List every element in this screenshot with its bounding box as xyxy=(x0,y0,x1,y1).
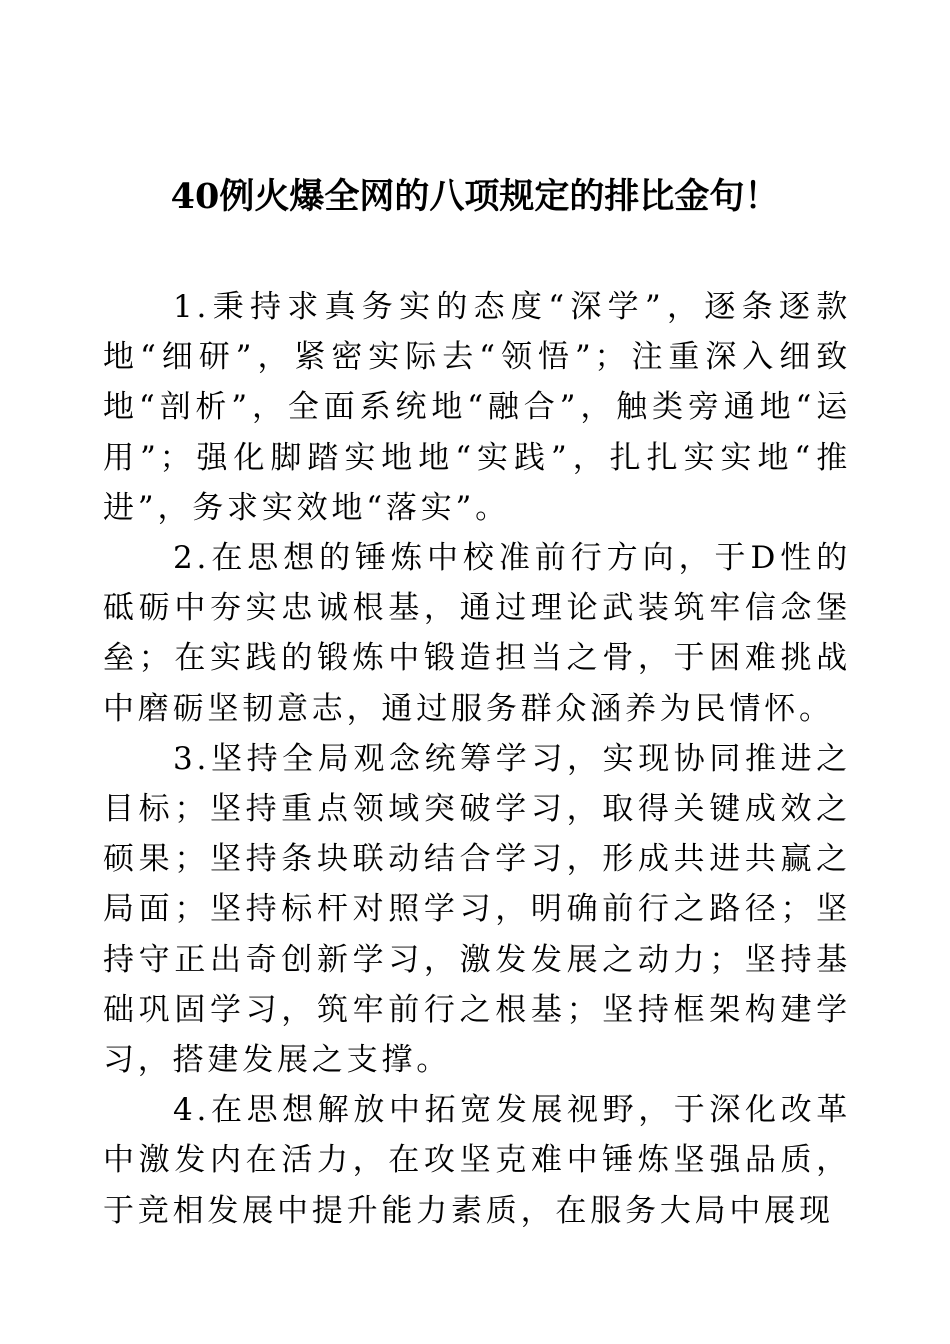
paragraph-2: 2.在思想的锤炼中校准前行方向，于D性的砥砺中夯实忠诚根基，通过理论武装筑牢信念堡垒；在实践的锻炼中锻造担当之骨，于困难挑战中磨砺坚韧意志，通过服务群众涵养为民情怀。 xyxy=(103,540,851,727)
paragraph-3: 3.坚持全局观念统筹学习，实现协同推进之目标；坚持重点领域突破学习，取得关键成效之硕果；坚持条块联动结合学习，形成共进共赢之局面；坚持标杆对照学习，明确前行之路径；坚持守正出奇创新学习，激发发展之动力；坚持基础巩固学习，筑牢前行之根基；坚持框架构建学习，搭建发展之支撑。 xyxy=(103,740,851,1079)
paragraph-4: 4.在思想解放中拓宽发展视野，于深化改革中激发内在活力，在攻坚克难中锤炼坚强品质，于竞相发展中提升能力素质，在服务大局中展现 xyxy=(103,1092,851,1229)
document-title: 40例火爆全网的八项规定的排比金句！ xyxy=(170,176,780,217)
document-body xyxy=(103,282,851,1236)
paragraph-1: 1.秉持求真务实的态度“深学”，逐条逐款地“细研”，紧密实际去“领悟”；注重深入细致地“剖析”，全面系统地“融合”，触类旁通地“运用”；强化脚踏实地地“实践”，扎扎实实地“推进”，务求实效地“落实”。 xyxy=(103,289,851,526)
